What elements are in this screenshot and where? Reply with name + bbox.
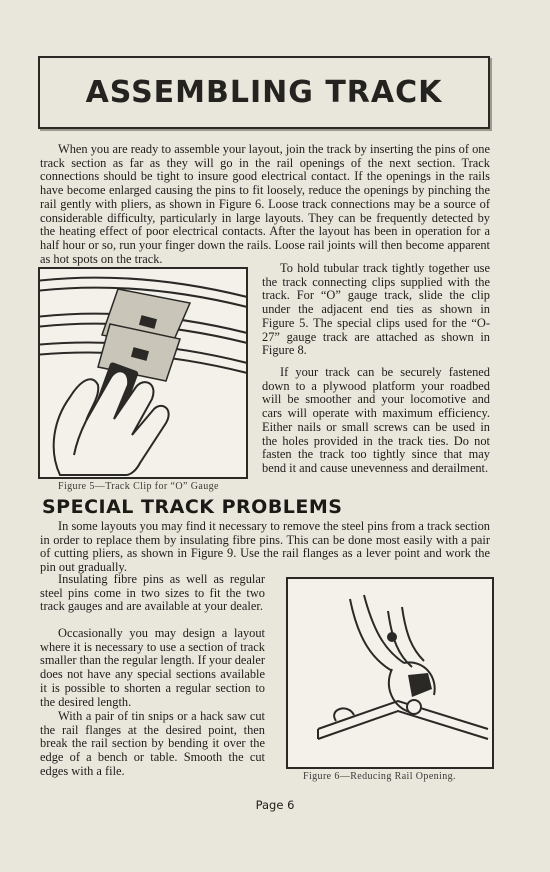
tin-snips-paragraph: With a pair of tin snips or a hack saw cut the rail flanges at the desired point, then break the rail section by bending it over the edge of a bench or table. Smooth the cut edges with a file. — [40, 709, 265, 778]
figure-6-illustration — [286, 577, 494, 769]
platform-paragraph: If your track can be securely fastened down to a plywood platform your roadbed will be smoother and your locomotive and cars will operate with maximum efficiency. Either nails or small screws can be used in the holes provided in the track ties. Do not fasten the track too tightly since that may bend it and cause unevenness and derailment. — [262, 365, 490, 475]
section-heading: SPECIAL TRACK PROBLEMS — [42, 496, 343, 518]
shorter-section-paragraph: Occasionally you may design a layout where it is necessary to use a section of track smaller than the regular length. If your dealer does not have any special sections available it is possible to shorten a regular section to the desired length. — [40, 626, 266, 709]
track-clip-hand-illustration — [40, 269, 246, 477]
intro-paragraph: When you are ready to assemble your layout, join the track by inserting the pins of one track section as far as they will go in the rail openings of the next section. Track connections should be tight to insure good electrical contact. If the openings in the rails have become enlarged causing the pins to fit loosely, reduce the openings by pinching the rail gently with pliers, as shown in Figure 6. Loose track connections may be a source of considerable difficulty, particularly in large layouts. They can be frequently detected by the heating effect of poor electrical contacts. After the layout has been in operation for a half hour or so, run your finger down the rails. Loose rail joints will then become apparent as hot spots on the track. — [40, 142, 490, 266]
figure-5-caption: Figure 5—Track Clip for “O” Gauge — [58, 481, 219, 492]
title-box — [38, 56, 490, 129]
pliers-rail-illustration — [288, 579, 492, 767]
page-title: ASSEMBLING TRACK — [85, 75, 443, 110]
fibre-pins-paragraph: Insulating fibre pins as well as regular steel pins come in two sizes to fit the two track gauges and are available at your dealer. — [40, 572, 265, 614]
page-number: Page 6 — [255, 798, 295, 812]
clips-paragraph: To hold tubular track tightly together use the track connecting clips supplied with the track. For “O” gauge track, slide the clip under the adjacent end ties as shown in Figure 5. The special clips used for the “O-27” gauge track are attached as shown in Figure 8. — [262, 261, 490, 358]
problems-intro-paragraph: In some layouts you may find it necessary to remove the steel pins from a track section in order to replace them by insulating fibre pins. This can be done most easily with a pair of cutting pliers, as shown in Figure 9. Use the rail flanges as a lever point and work the pin out gradually. — [40, 519, 490, 575]
figure-5-illustration — [38, 267, 248, 479]
figure-6-caption: Figure 6—Reducing Rail Opening. — [303, 771, 456, 782]
